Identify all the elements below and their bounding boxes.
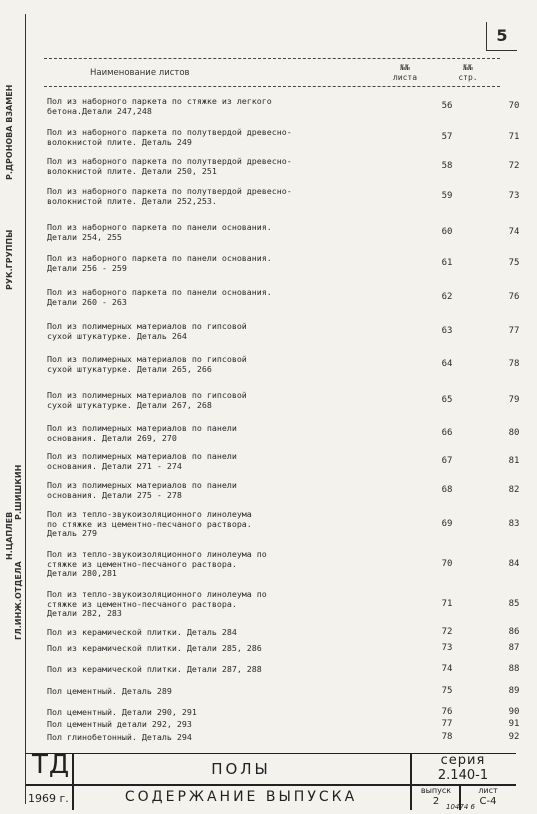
column-header-page-line1: №№ xyxy=(463,63,473,72)
list-item-title: Пол из полимерных материалов по панели основания. Детали 275 - 278 xyxy=(47,480,237,500)
list-item-page-number: 79 xyxy=(508,394,520,405)
list-item-page-number: 76 xyxy=(508,291,520,302)
list-item-page-number: 90 xyxy=(508,707,520,717)
list-item-sheet-number: 56 xyxy=(441,100,453,111)
list-item-title: Пол из тепло-звукоизоляционного линолеума по стяжке из цементно-песчаного раствора. Детали 280,281 xyxy=(47,549,267,578)
list-item-sheet-number: 61 xyxy=(441,257,453,268)
column-header-sheet-line1: №№ xyxy=(400,63,410,72)
list-item-title: Пол цементный. Детали 290, 291 xyxy=(47,707,197,717)
sheet-label: лист xyxy=(478,786,498,795)
list-item-page-number: 73 xyxy=(508,190,520,201)
list-item-title: Пол из полимерных материалов по панели основания. Детали 271 - 274 xyxy=(47,451,237,471)
list-item-title: Пол из наборного паркета по полутвердой древесно- волокнистой плите. Детали 250, 251 xyxy=(47,156,292,176)
list-item-title: Пол из полимерных материалов по панели основания. Детали 269, 270 xyxy=(47,423,237,443)
list-item-page-number: 75 xyxy=(508,257,520,268)
list-item-page-number: 88 xyxy=(508,664,520,674)
list-item-page-number: 80 xyxy=(508,427,520,438)
list-item-sheet-number: 71 xyxy=(441,598,453,609)
page-number: 5 xyxy=(486,22,517,51)
list-item-page-number: 83 xyxy=(508,518,520,529)
list-item-sheet-number: 67 xyxy=(441,455,453,466)
list-item-title: Пол из наборного паркета по панели основания. Детали 260 - 263 xyxy=(47,287,272,307)
list-item-page-number: 74 xyxy=(508,226,520,237)
org-mark: ТД xyxy=(32,750,71,780)
series-value: 2.140-1 xyxy=(437,768,489,783)
list-item-sheet-number: 68 xyxy=(441,484,453,495)
list-item-title: Пол из полимерных материалов по гипсовой сухой штукатурке. Детали 265, 266 xyxy=(47,354,247,374)
issue-value: 2 xyxy=(432,796,440,807)
list-item-title: Пол из тепло-звукоизоляционного линолеума по стяжке из цементно-песчаного раствора. Деталь 279 xyxy=(47,509,252,538)
list-item-title: Пол из керамической плитки. Детали 285, 286 xyxy=(47,643,262,653)
column-header-page-line2: стр. xyxy=(458,73,478,82)
list-item-page-number: 86 xyxy=(508,627,520,637)
list-item-title: Пол из полимерных материалов по гипсовой сухой штукатурке. Деталь 264 xyxy=(47,321,247,341)
list-item-title: Пол глинобетонный. Деталь 294 xyxy=(47,732,192,742)
title-block xyxy=(26,750,516,810)
list-item-title: Пол цементный. Деталь 289 xyxy=(47,686,172,696)
list-item-page-number: 72 xyxy=(508,160,520,171)
list-item-title: Пол из наборного паркета по полутвердой древесно- волокнистой плите. Деталь 249 xyxy=(47,127,292,147)
list-item-sheet-number: 70 xyxy=(441,558,453,569)
header-top-rule xyxy=(44,58,500,59)
list-item-page-number: 78 xyxy=(508,358,520,369)
list-item-title: Пол из керамической плитки. Детали 287, 288 xyxy=(47,664,262,674)
list-item-page-number: 81 xyxy=(508,455,520,466)
list-item-page-number: 77 xyxy=(508,325,520,336)
list-item-title: Пол из наборного паркета по стяжке из легкого бетона.Детали 247,248 xyxy=(47,96,272,116)
list-item-sheet-number: 60 xyxy=(441,226,453,237)
column-header-sheet xyxy=(383,63,427,83)
list-item-sheet-number: 62 xyxy=(441,291,453,302)
list-item-page-number: 85 xyxy=(508,598,520,609)
list-item-page-number: 92 xyxy=(508,732,520,742)
list-item-title: Пол из керамической плитки. Деталь 284 xyxy=(47,627,237,637)
document-subtitle: СОДЕРЖАНИЕ ВЫПУСКА xyxy=(124,789,358,805)
document-sheet: Р.ДРОНОВА ВЗАМЕН РУК.ГРУППЫ Н.ЦАПЛЕВ ГЛ.ИНЖ.ОТДЕЛА Р.ШИШКИН 5 Наименование листов №№ листа №№ стр. Пол из наборного паркета по стяжке из легкого бетона.Детали 247,248 56 70 Пол из наборного паркета по полутвердой древесно- волокнистой плите. Деталь 249 57 71 Пол из наборного паркета по полутвердой древесно- волокнистой плите. Детали 250, 251 58 72 Пол из наборного паркета по полутвердой древесно- волокнистой плите. Детали 252,253. 59 73 Пол из наборного паркета по панели основания. Детали 254, 255 60 74 Пол из наборного паркета по панели основания. Детали 256 - 259 61 75 Пол из наборного паркета по панели основания. Детали 260 - 263 62 76 Пол из полимерных материалов по гипсовой сухой штукатурке. Деталь 264 63 77 Пол из полимерных материалов по гипсовой сухой штукатурке. Детали 265, 266 64 78 Пол из полимерных материалов по гипсовой сухой штукатурке. Детали 267, 268 65 79 Пол из полимерных материалов по панели основания. Детали 269, 270 66 80 Пол из полимерных материалов по панели основания. Детали 271 - 274 67 81 Пол из полимерных материалов по панели основания. Детали 275 - 278 68 82 Пол из тепло-звукоизоляционного линолеума по стяжке из цементно-песчаного раствора. Деталь 279 69 83 Пол из тепло-звукоизоляционного линолеума по стяжке из цементно-песчаного раствора. Детали 280,281 70 84 Пол из тепло-звукоизоляционного линолеума по стяжке из цементно-песчаного раствора. Детали 282, 283 71 85 Пол из керамической плитки. Деталь 284 72 86 Пол из керамической плитки. Детали 285, 286 73 87 Пол из керамической плитки. Детали 287, 288 74 88 Пол цементный. Деталь 289 75 89 Пол цементный. Детали 290, 291 76 90 Пол цементный детали 292, 293 77 91 Пол глинобетонный. Деталь 294 78 92 ТД 1969 г. ПОЛЫ СОДЕРЖАНИЕ ВЫПУСКА серия 2.140-1 выпуск 2 лист С-4 10474 6 xyxy=(0,0,537,814)
list-item-title: Пол из тепло-звукоизоляционного линолеума по стяжке из цементно-песчаного раствора. Детали 282, 283 xyxy=(47,589,267,618)
list-item-sheet-number: 69 xyxy=(441,518,453,529)
header-bottom-rule xyxy=(44,86,500,87)
column-header-page xyxy=(446,63,490,83)
list-item-sheet-number: 66 xyxy=(441,427,453,438)
list-item-title: Пол из наборного паркета по полутвердой древесно- волокнистой плите. Детали 252,253. xyxy=(47,186,292,206)
list-item-title: Пол из полимерных материалов по гипсовой сухой штукатурке. Детали 267, 268 xyxy=(47,390,247,410)
list-item-title: Пол из наборного паркета по панели основания. Детали 256 - 259 xyxy=(47,253,272,273)
list-item-page-number: 89 xyxy=(508,686,520,696)
list-item-sheet-number: 58 xyxy=(441,160,453,171)
list-item-sheet-number: 72 xyxy=(441,627,453,637)
list-item-page-number: 82 xyxy=(508,484,520,495)
list-item-page-number: 91 xyxy=(508,719,520,729)
year: 1969 г. xyxy=(28,792,69,805)
list-item-sheet-number: 64 xyxy=(441,358,453,369)
column-header-name: Наименование листов xyxy=(90,68,190,78)
list-item-title: Пол из наборного паркета по панели основания. Детали 254, 255 xyxy=(47,222,272,242)
list-item-page-number: 84 xyxy=(508,558,520,569)
list-item-sheet-number: 75 xyxy=(441,686,453,696)
column-header-sheet-line2: листа xyxy=(392,73,418,82)
list-item-title: Пол цементный детали 292, 293 xyxy=(47,719,192,729)
list-item-sheet-number: 73 xyxy=(441,643,453,653)
left-frame-line xyxy=(25,14,26,804)
list-item-sheet-number: 65 xyxy=(441,394,453,405)
list-item-page-number: 87 xyxy=(508,643,520,653)
list-item-sheet-number: 63 xyxy=(441,325,453,336)
list-item-sheet-number: 59 xyxy=(441,190,453,201)
series-label: серия xyxy=(440,753,486,768)
list-item-page-number: 71 xyxy=(508,131,520,142)
list-item-sheet-number: 77 xyxy=(441,719,453,729)
document-title: ПОЛЫ xyxy=(211,760,271,778)
list-item-sheet-number: 76 xyxy=(441,707,453,717)
archive-number: 10474 6 xyxy=(446,803,475,811)
list-item-page-number: 70 xyxy=(508,100,520,111)
list-item-sheet-number: 78 xyxy=(441,732,453,742)
list-item-sheet-number: 74 xyxy=(441,664,453,674)
list-item-sheet-number: 57 xyxy=(441,131,453,142)
issue-label: выпуск xyxy=(420,786,452,795)
sheet-value: С-4 xyxy=(479,796,497,807)
